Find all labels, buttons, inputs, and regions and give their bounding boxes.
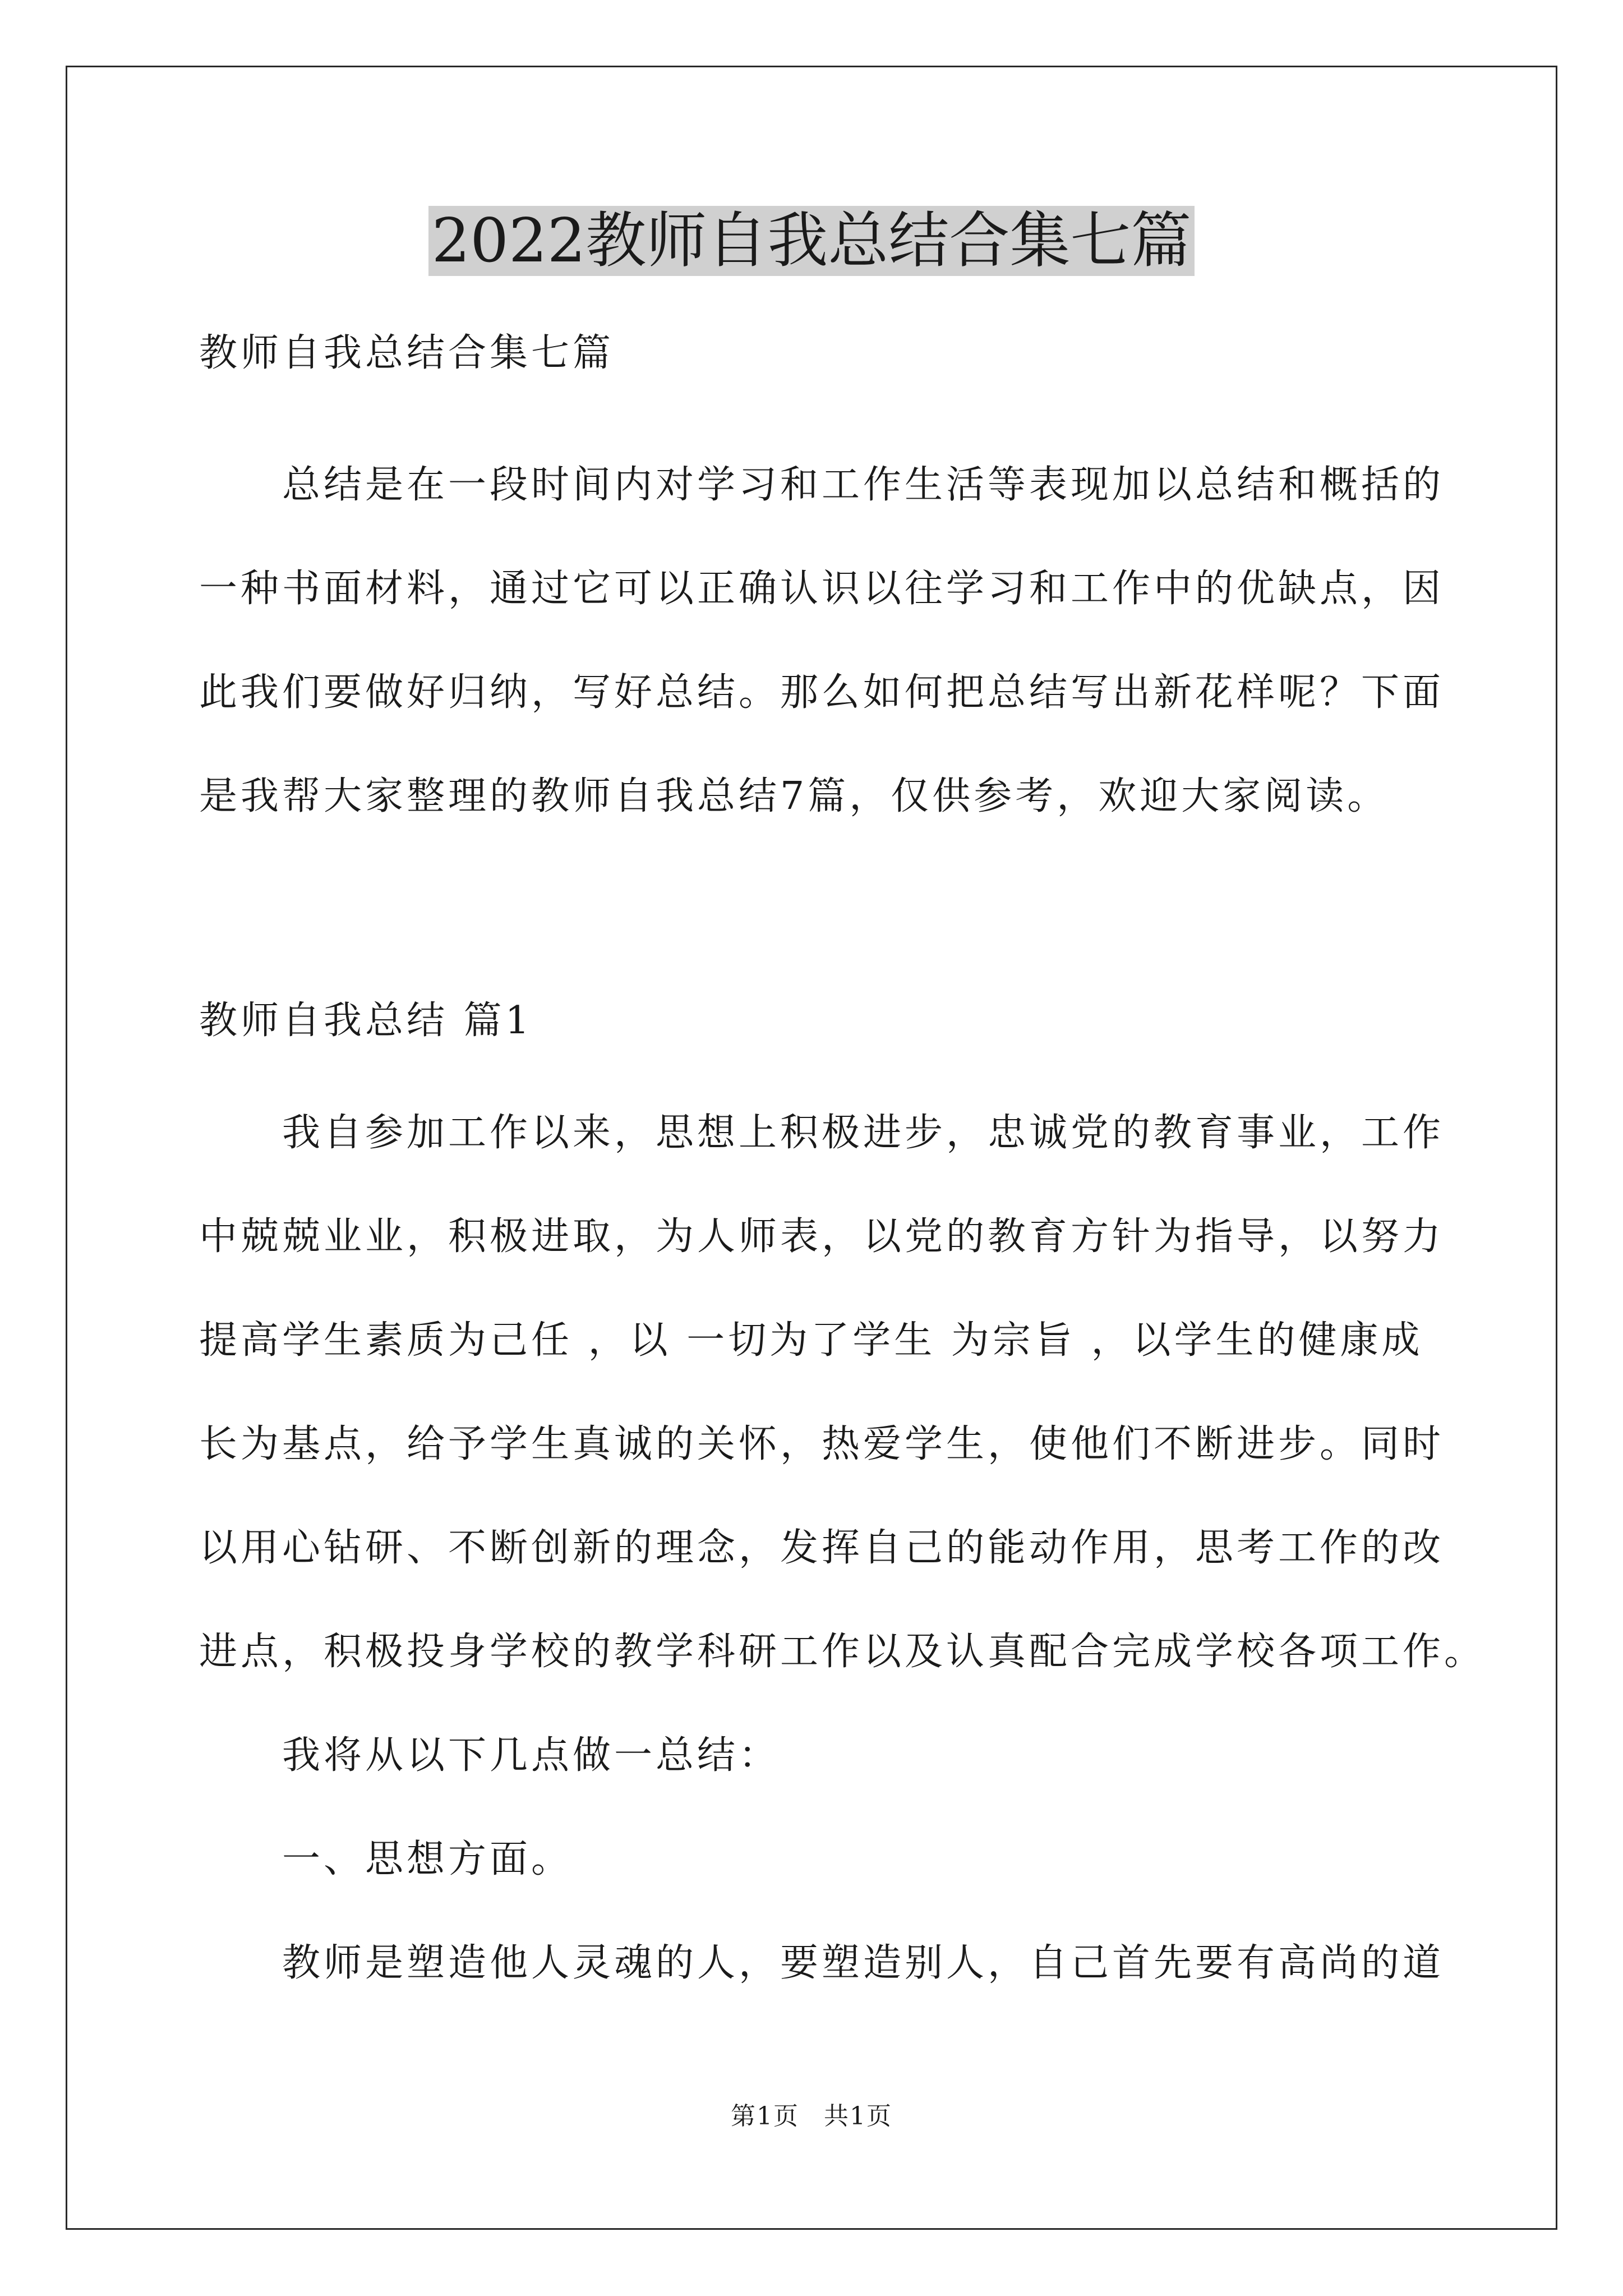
section-line-6: 进点，积极投身学校的教学科研工作以及认真配合完成学校各项工作。 <box>199 1630 1486 1674</box>
section-line-5: 以用心钻研、不断创新的理念，发挥自己的能动作用，思考工作的改 <box>199 1526 1445 1570</box>
page-total: 共1页 <box>824 2102 892 2131</box>
section-line-1: 我自参加工作以来，思想上积极进步，忠诚党的教育事业，工作 <box>282 1111 1445 1155</box>
intro-line-3: 此我们要做好归纳，写好总结。那么如何把总结写出新花样呢？下面 <box>199 670 1445 715</box>
intro-line-1: 总结是在一段时间内对学习和工作生活等表现加以总结和概括的 <box>282 463 1445 507</box>
point-one-heading: 一、思想方面。 <box>282 1837 573 1881</box>
subtitle: 教师自我总结合集七篇 <box>199 331 615 375</box>
intro-line-4: 是我帮大家整理的教师自我总结7篇，仅供参考，欢迎大家阅读。 <box>199 774 1389 818</box>
document-title-text: 2022教师自我总结合集七篇 <box>428 206 1195 276</box>
section-heading: 教师自我总结 篇1 <box>199 999 533 1043</box>
section-line-4: 长为基点，给予学生真诚的关怀，热爱学生，使他们不断进步。同时 <box>199 1422 1445 1466</box>
summary-intro: 我将从以下几点做一总结： <box>282 1733 781 1778</box>
section-line-2: 中兢兢业业，积极进取，为人师表，以党的教育方针为指导，以努力 <box>199 1214 1445 1259</box>
page-number: 第1页 <box>731 2102 799 2131</box>
paragraph-line: 教师是塑造他人灵魂的人，要塑造别人，自己首先要有高尚的道 <box>282 1941 1445 1985</box>
document-title <box>0 199 1623 283</box>
intro-line-2: 一种书面材料，通过它可以正确认识以往学习和工作中的优缺点，因 <box>199 567 1445 611</box>
page-footer <box>0 2097 1623 2136</box>
section-line-3: 提高学生素质为己任 ，以 一切为了学生 为宗旨 ，以学生的健康成 <box>199 1318 1423 1363</box>
